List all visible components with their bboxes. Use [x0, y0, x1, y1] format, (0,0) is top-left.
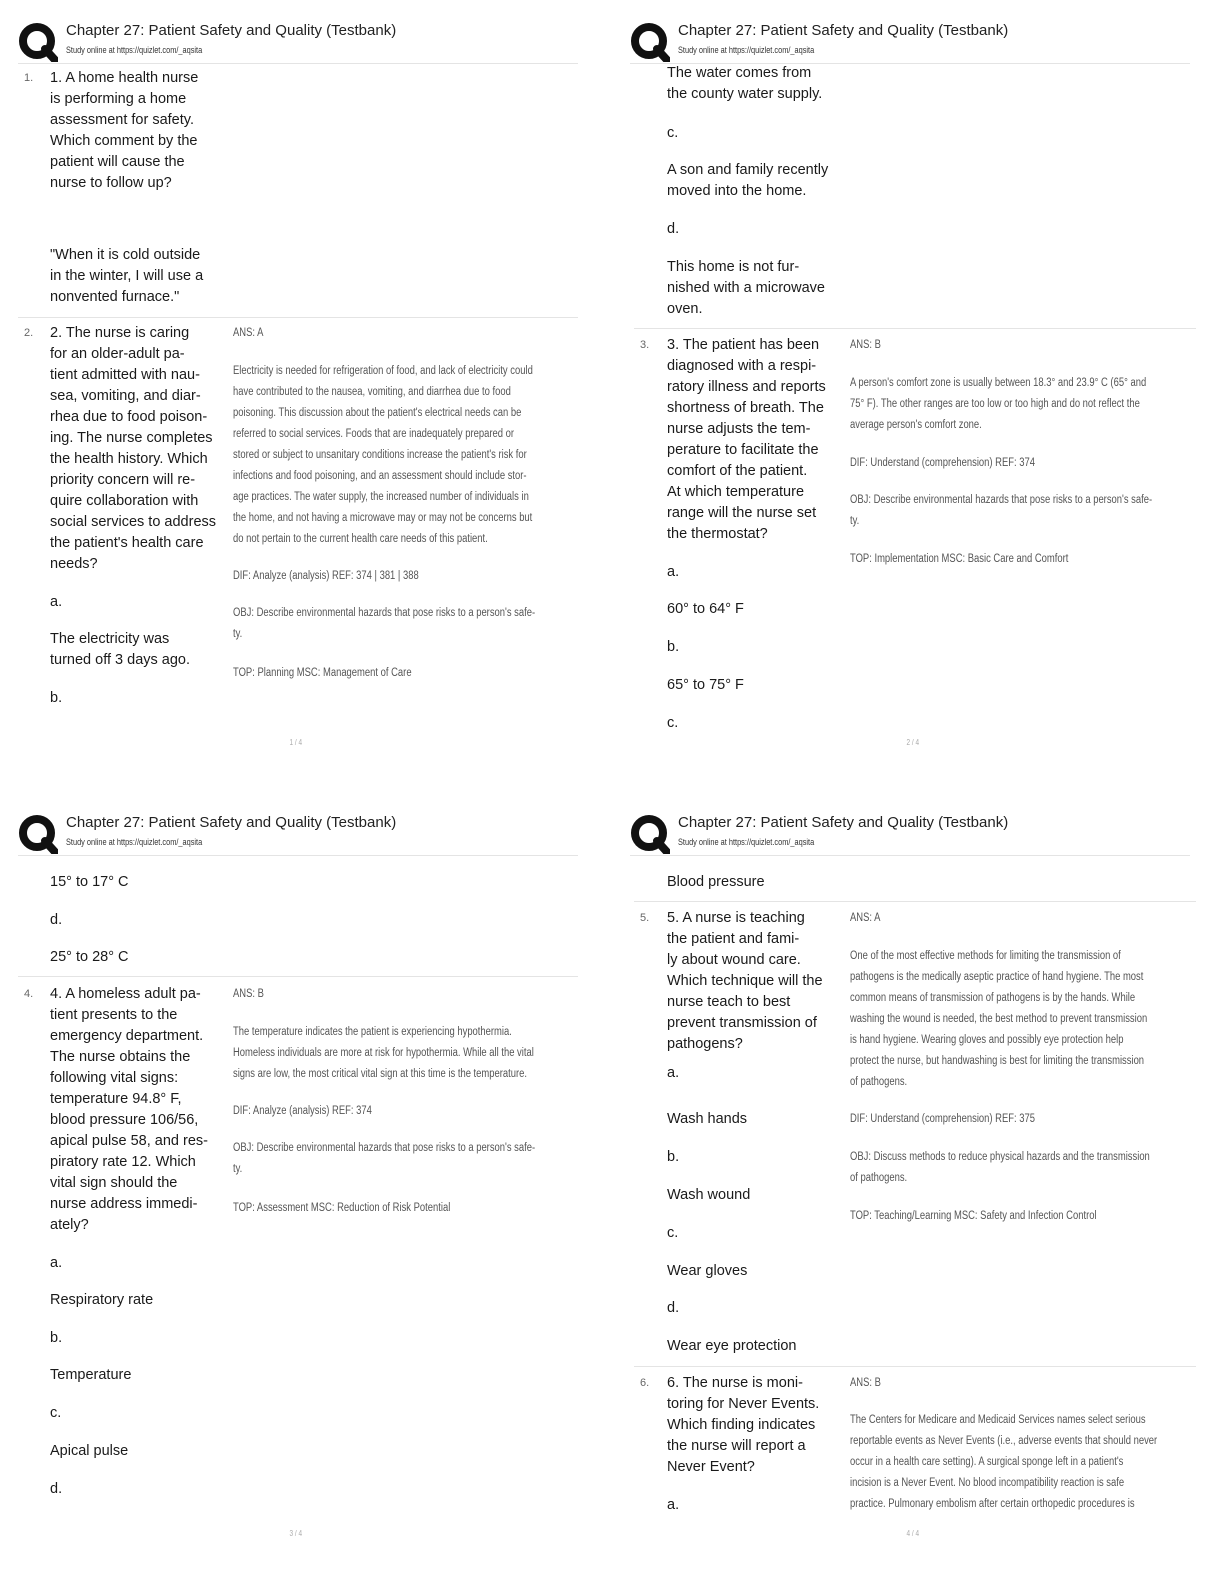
page-3: [0, 792, 612, 1584]
page-header: [630, 810, 1190, 856]
page-number: 2 / 4: [906, 738, 920, 747]
option-text: Apical pulse: [50, 1443, 129, 1459]
page-header: [18, 18, 578, 64]
question-number: 3.: [640, 339, 650, 351]
rationale: The temperature indicates the patient is experiencing hypothermia. Homeless individuals are more at risk for hypothermia. While all the vital signs are low, the most critical vital sign at this time is the temperature.: [233, 1026, 534, 1080]
objective: OBJ: Discuss methods to reduce physical hazards and the transmission of pathogens.: [850, 1151, 1150, 1184]
option-label: b.: [667, 639, 680, 655]
option-label: a.: [667, 1497, 680, 1513]
divider: [634, 328, 1196, 329]
page-number: 4 / 4: [906, 1529, 920, 1538]
study-link[interactable]: Study online at https://quizlet.com/_aqsita: [66, 837, 203, 847]
option-label: a.: [667, 1065, 680, 1081]
rationale: A person's comfort zone is usually between 18.3° and 23.9° C (65° and 75° F). The other ranges are too low or too high and do not reflect the average person's comfort zone.: [850, 377, 1147, 431]
quizlet-logo-icon: [630, 814, 670, 854]
quizlet-logo-icon: [18, 814, 58, 854]
divider: [634, 1366, 1196, 1367]
option-label: c.: [667, 1225, 679, 1241]
answer-key: ANS: B: [850, 339, 881, 351]
option-label: b.: [667, 1149, 680, 1165]
rationale: Electricity is needed for refrigeration of food, and lack of electricity could have contributed to the nausea, vomiting, and diarrhea due to food poisoning. This discussion about the patient's electrical needs can be referred to social services. Foods that are inadequately prepared or stored or subject to unsanitary conditions increase the patient's risk for infections and food poisoning, and an assessment should include stor- age practices. The water supply, the increased number of individuals in the home, and not having a microwave may or may not be concerns but do not pertain to the current health care needs of this patient.: [233, 365, 533, 545]
option-label: d.: [50, 1481, 63, 1497]
page-number: 3 / 4: [289, 1529, 303, 1538]
answer-key: ANS: A: [233, 327, 264, 339]
option-text: Blood pressure: [667, 874, 765, 890]
question-stem: 6. The nurse is moni- toring for Never Events. Which finding indicates the nurse will report a Never Event?: [667, 1375, 820, 1475]
difficulty-ref: DIF: Analyze (analysis) REF: 374 | 381 | 388: [233, 570, 419, 582]
study-link[interactable]: Study online at https://quizlet.com/_aqsita: [66, 45, 203, 55]
difficulty-ref: DIF: Understand (comprehension) REF: 374: [850, 457, 1036, 469]
question-stem: 4. A homeless adult pa- tient presents to the emergency department. The nurse obtains the following vital signs: temperature 94.8° F, blood pressure 106/56, apical pulse 58, and res- piratory rate 12. Which vital sign should the nurse address immedi- ately?: [50, 986, 208, 1233]
option-label: a.: [667, 564, 680, 580]
question-number: 4.: [24, 988, 34, 1000]
option-text: Respiratory rate: [50, 1292, 154, 1308]
option-text: Wear gloves: [667, 1263, 748, 1279]
option-text: Wash wound: [667, 1187, 751, 1203]
page-header: [630, 18, 1190, 64]
question-stem: 5. A nurse is teaching the patient and fami- ly about wound care. Which technique will the nurse teach to best prevent transmission of pathogens?: [667, 910, 823, 1052]
topic: TOP: Assessment MSC: Reduction of Risk Potential: [233, 1202, 451, 1214]
divider: [18, 976, 578, 977]
answer-key: ANS: B: [850, 1377, 881, 1389]
topic: TOP: Teaching/Learning MSC: Safety and Infection Control: [850, 1210, 1097, 1222]
study-link[interactable]: Study online at https://quizlet.com/_aqsita: [678, 45, 815, 55]
question-stem: 3. The patient has been diagnosed with a respi- ratory illness and reports shortness of breath. The nurse adjusts the tem- perature to facilitate the comfort of the patient. At which temperature range will the nurse set the thermostat?: [667, 337, 826, 542]
rationale: The Centers for Medicare and Medicaid Services names select serious reportable events as Never Events (i.e., adverse events that should never occur in a health care setting). A surgical sponge left in a patient's incision is a Never Event. No blood incompatibility reaction is safe practice. Pulmonary embolism after certain orthopedic procedures is: [850, 1414, 1158, 1510]
option-label: c.: [50, 1405, 62, 1421]
question-number: 5.: [640, 912, 650, 924]
option-text: This home is not fur- nished with a microwave oven.: [667, 259, 825, 317]
option-text: 65° to 75° F: [667, 677, 744, 693]
difficulty-ref: DIF: Understand (comprehension) REF: 375: [850, 1113, 1036, 1125]
question-stem: 1. A home health nurse is performing a home assessment for safety. Which comment by the patient will cause the nurse to follow up?: [50, 70, 199, 191]
option-text: The electricity was turned off 3 days ago.: [50, 631, 191, 668]
page-2: [612, 0, 1224, 792]
divider: [634, 901, 1196, 902]
option-label: c.: [667, 125, 679, 141]
document-title: Chapter 27: Patient Safety and Quality (Testbank): [678, 22, 1009, 39]
option-text: 15° to 17° C: [50, 874, 129, 890]
quizlet-logo-icon: [630, 22, 670, 62]
option-label: d.: [667, 1300, 680, 1316]
option-label: b.: [50, 1330, 63, 1346]
option-text: A son and family recently moved into the home.: [667, 162, 829, 199]
objective: OBJ: Describe environmental hazards that pose risks to a person's safe- ty.: [233, 1142, 536, 1175]
answer-key: ANS: A: [850, 912, 881, 924]
option-text: 60° to 64° F: [667, 601, 744, 617]
quizlet-logo-icon: [18, 22, 58, 62]
study-link[interactable]: Study online at https://quizlet.com/_aqsita: [678, 837, 815, 847]
rationale: One of the most effective methods for limiting the transmission of pathogens is the medically aseptic practice of hand hygiene. The most common means of transmission of pathogens is by the hands. While washing the wound is needed, the best method to prevent transmission is hand hygiene. Wearing gloves and possibly eye protection help protect the nurse, but handwashing is best for limiting the transmission of pathogens.: [850, 950, 1148, 1088]
objective: OBJ: Describe environmental hazards that pose risks to a person's safe- ty.: [850, 494, 1153, 527]
option-label: d.: [50, 912, 63, 928]
page-1: [0, 0, 612, 792]
option-text: Wear eye protection: [667, 1338, 797, 1354]
question-stem: 2. The nurse is caring for an older-adult pa- tient admitted with nau- sea, vomiting, and diar- rhea due to food poison- ing. The nurse completes the health history. Which priority concern will re- quire collaboration with social services to address the patient's health care needs?: [50, 325, 217, 572]
option-label: c.: [667, 715, 679, 731]
divider: [18, 317, 578, 318]
question-number: 1.: [24, 72, 34, 84]
topic: TOP: Planning MSC: Management of Care: [233, 667, 412, 679]
option-label: d.: [667, 221, 680, 237]
question-number: 2.: [24, 327, 34, 339]
page-header: [18, 810, 578, 856]
option-text: The water comes from the county water supply.: [667, 65, 823, 102]
option-label: a.: [50, 594, 63, 610]
answer-key: ANS: B: [233, 988, 264, 1000]
objective: OBJ: Describe environmental hazards that pose risks to a person's safe- ty.: [233, 607, 536, 640]
topic: TOP: Implementation MSC: Basic Care and Comfort: [850, 553, 1069, 565]
question-number: 6.: [640, 1377, 650, 1389]
option-text: 25° to 28° C: [50, 949, 129, 965]
option-text: Temperature: [50, 1367, 132, 1383]
page-4: [612, 792, 1224, 1584]
option-label: a.: [50, 1255, 63, 1271]
answer-text: "When it is cold outside in the winter, I will use a nonvented furnace.": [50, 247, 204, 305]
option-text: Wash hands: [667, 1111, 748, 1127]
document-title: Chapter 27: Patient Safety and Quality (Testbank): [66, 814, 397, 831]
difficulty-ref: DIF: Analyze (analysis) REF: 374: [233, 1105, 372, 1117]
option-label: b.: [50, 690, 63, 706]
document-title: Chapter 27: Patient Safety and Quality (Testbank): [66, 22, 397, 39]
page-number: 1 / 4: [289, 738, 303, 747]
document-title: Chapter 27: Patient Safety and Quality (Testbank): [678, 814, 1009, 831]
